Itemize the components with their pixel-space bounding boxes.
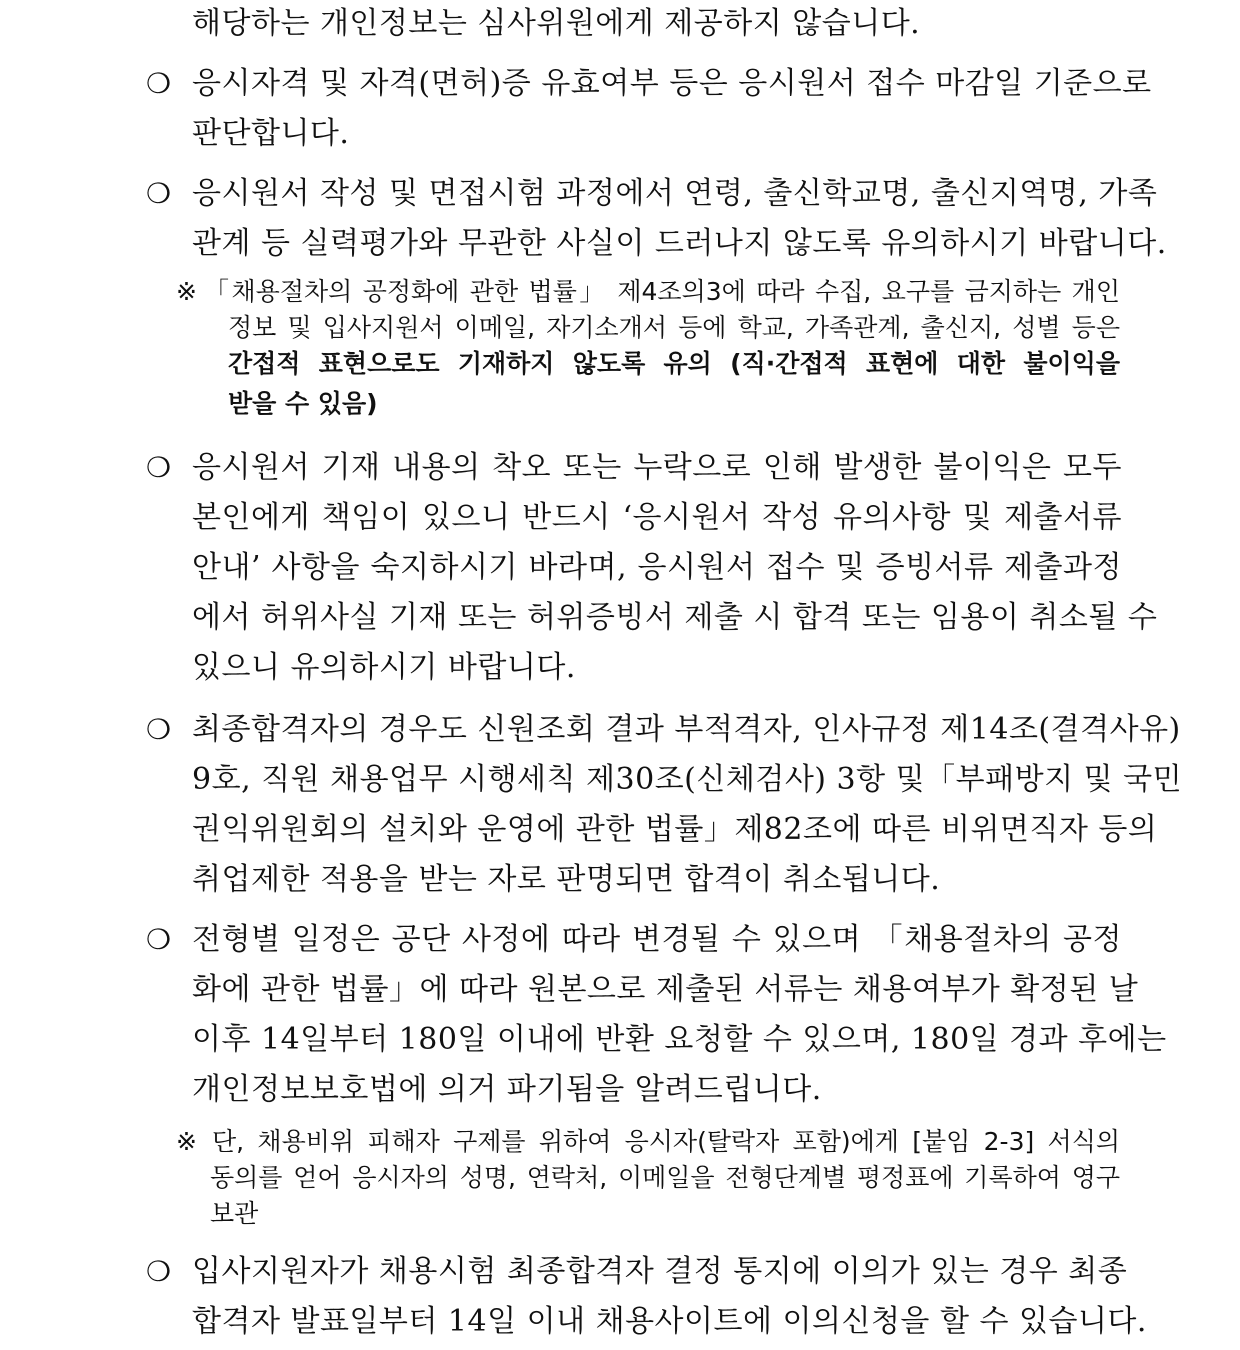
bullet-icon: ❍: [146, 451, 172, 484]
section-3-line-5: 있으니 유의하시기 바랍니다.: [192, 650, 576, 685]
bullet-icon: ❍: [146, 1255, 172, 1288]
section-5-line-4: 개인정보보호법에 의거 파기됨을 알려드립니다.: [192, 1072, 822, 1107]
note-mark-icon: ※: [176, 277, 197, 306]
section-5-line-2: 화에 관한 법률」에 따라 원본으로 제출된 서류는 채용여부가 확정된 날: [192, 972, 1139, 1007]
section-1-line-1: 응시자격 및 자격(면허)증 유효여부 등은 응시원서 접수 마감일 기준으로: [192, 66, 1152, 101]
bullet-icon: ❍: [146, 713, 172, 746]
section-6-line-1: 입사지원자가 채용시험 최종합격자 결정 통지에 이의가 있는 경우 최종: [192, 1254, 1128, 1289]
section-4-line-3: 권익위원회의 설치와 운영에 관한 법률」제82조에 따른 비위면직자 등의: [192, 812, 1158, 847]
section-6-line-2: 합격자 발표일부터 14일 이내 채용사이트에 이의신청을 할 수 있습니다.: [192, 1304, 1147, 1339]
section-3-line-3: 안내’ 사항을 숙지하시기 바라며, 응시원서 접수 및 증빙서류 제출과정: [192, 550, 1122, 585]
bullet-icon: ❍: [146, 923, 172, 956]
section-2-line-2: 관계 등 실력평가와 무관한 사실이 드러나지 않도록 유의하시기 바랍니다.: [192, 226, 1167, 261]
section-4-line-1: 최종합격자의 경우도 신원조회 결과 부적격자, 인사규정 제14조(결격사유): [192, 712, 1181, 747]
section-3-line-2: 본인에게 책임이 있으니 반드시 ‘응시원서 작성 유의사항 및 제출서류: [192, 500, 1122, 535]
intro-line: 해당하는 개인정보는 심사위원에게 제공하지 않습니다.: [192, 6, 921, 41]
section-5-line-3: 이후 14일부터 180일 이내에 반환 요청할 수 있으며, 180일 경과 후에는: [192, 1022, 1167, 1057]
section-5-note-line-1: 단, 채용비위 피해자 구제를 위하여 응시자(탈락자 포함)에게 [붙임 2-3] 서식의: [212, 1127, 1120, 1156]
section-2-note-bold-line-1: 간접적 표현으로도 기재하지 않도록 유의 (직·간접적 표현에 대한 불이익을: [228, 349, 1120, 378]
section-3-line-1: 응시원서 기재 내용의 착오 또는 누락으로 인해 발생한 불이익은 모두: [192, 450, 1122, 485]
section-1-line-2: 판단합니다.: [192, 116, 350, 151]
section-2-note-line-2: 정보 및 입사지원서 이메일, 자기소개서 등에 학교, 가족관계, 출신지, 성별 등은: [228, 313, 1120, 342]
note-mark-icon: ※: [176, 1127, 197, 1156]
section-2-note-bold-line-2: 받을 수 있음): [228, 389, 378, 418]
section-4-line-4: 취업제한 적용을 받는 자로 판명되면 합격이 취소됩니다.: [192, 862, 941, 897]
section-3-line-4: 에서 허위사실 기재 또는 허위증빙서 제출 시 합격 또는 임용이 취소될 수: [192, 600, 1158, 635]
section-4-line-2: 9호, 직원 채용업무 시행세칙 제30조(신체검사) 3항 및「부패방지 및 국민: [192, 762, 1183, 797]
section-5-note-line-2: 동의를 얻어 응시자의 성명, 연락처, 이메일을 전형단계별 평정표에 기록하여 영구: [210, 1163, 1120, 1192]
section-2-line-1: 응시원서 작성 및 면접시험 과정에서 연령, 출신학교명, 출신지역명, 가족: [192, 176, 1158, 211]
section-5-note-line-3: 보관: [210, 1199, 259, 1228]
bullet-icon: ❍: [146, 177, 172, 210]
section-2-note-line-1: 「채용절차의 공정화에 관한 법률」 제4조의3에 따라 수집, 요구를 금지하는 개인: [204, 277, 1120, 306]
section-5-line-1: 전형별 일정은 공단 사정에 따라 변경될 수 있으며 「채용절차의 공정: [192, 922, 1122, 957]
bullet-icon: ❍: [146, 67, 172, 100]
